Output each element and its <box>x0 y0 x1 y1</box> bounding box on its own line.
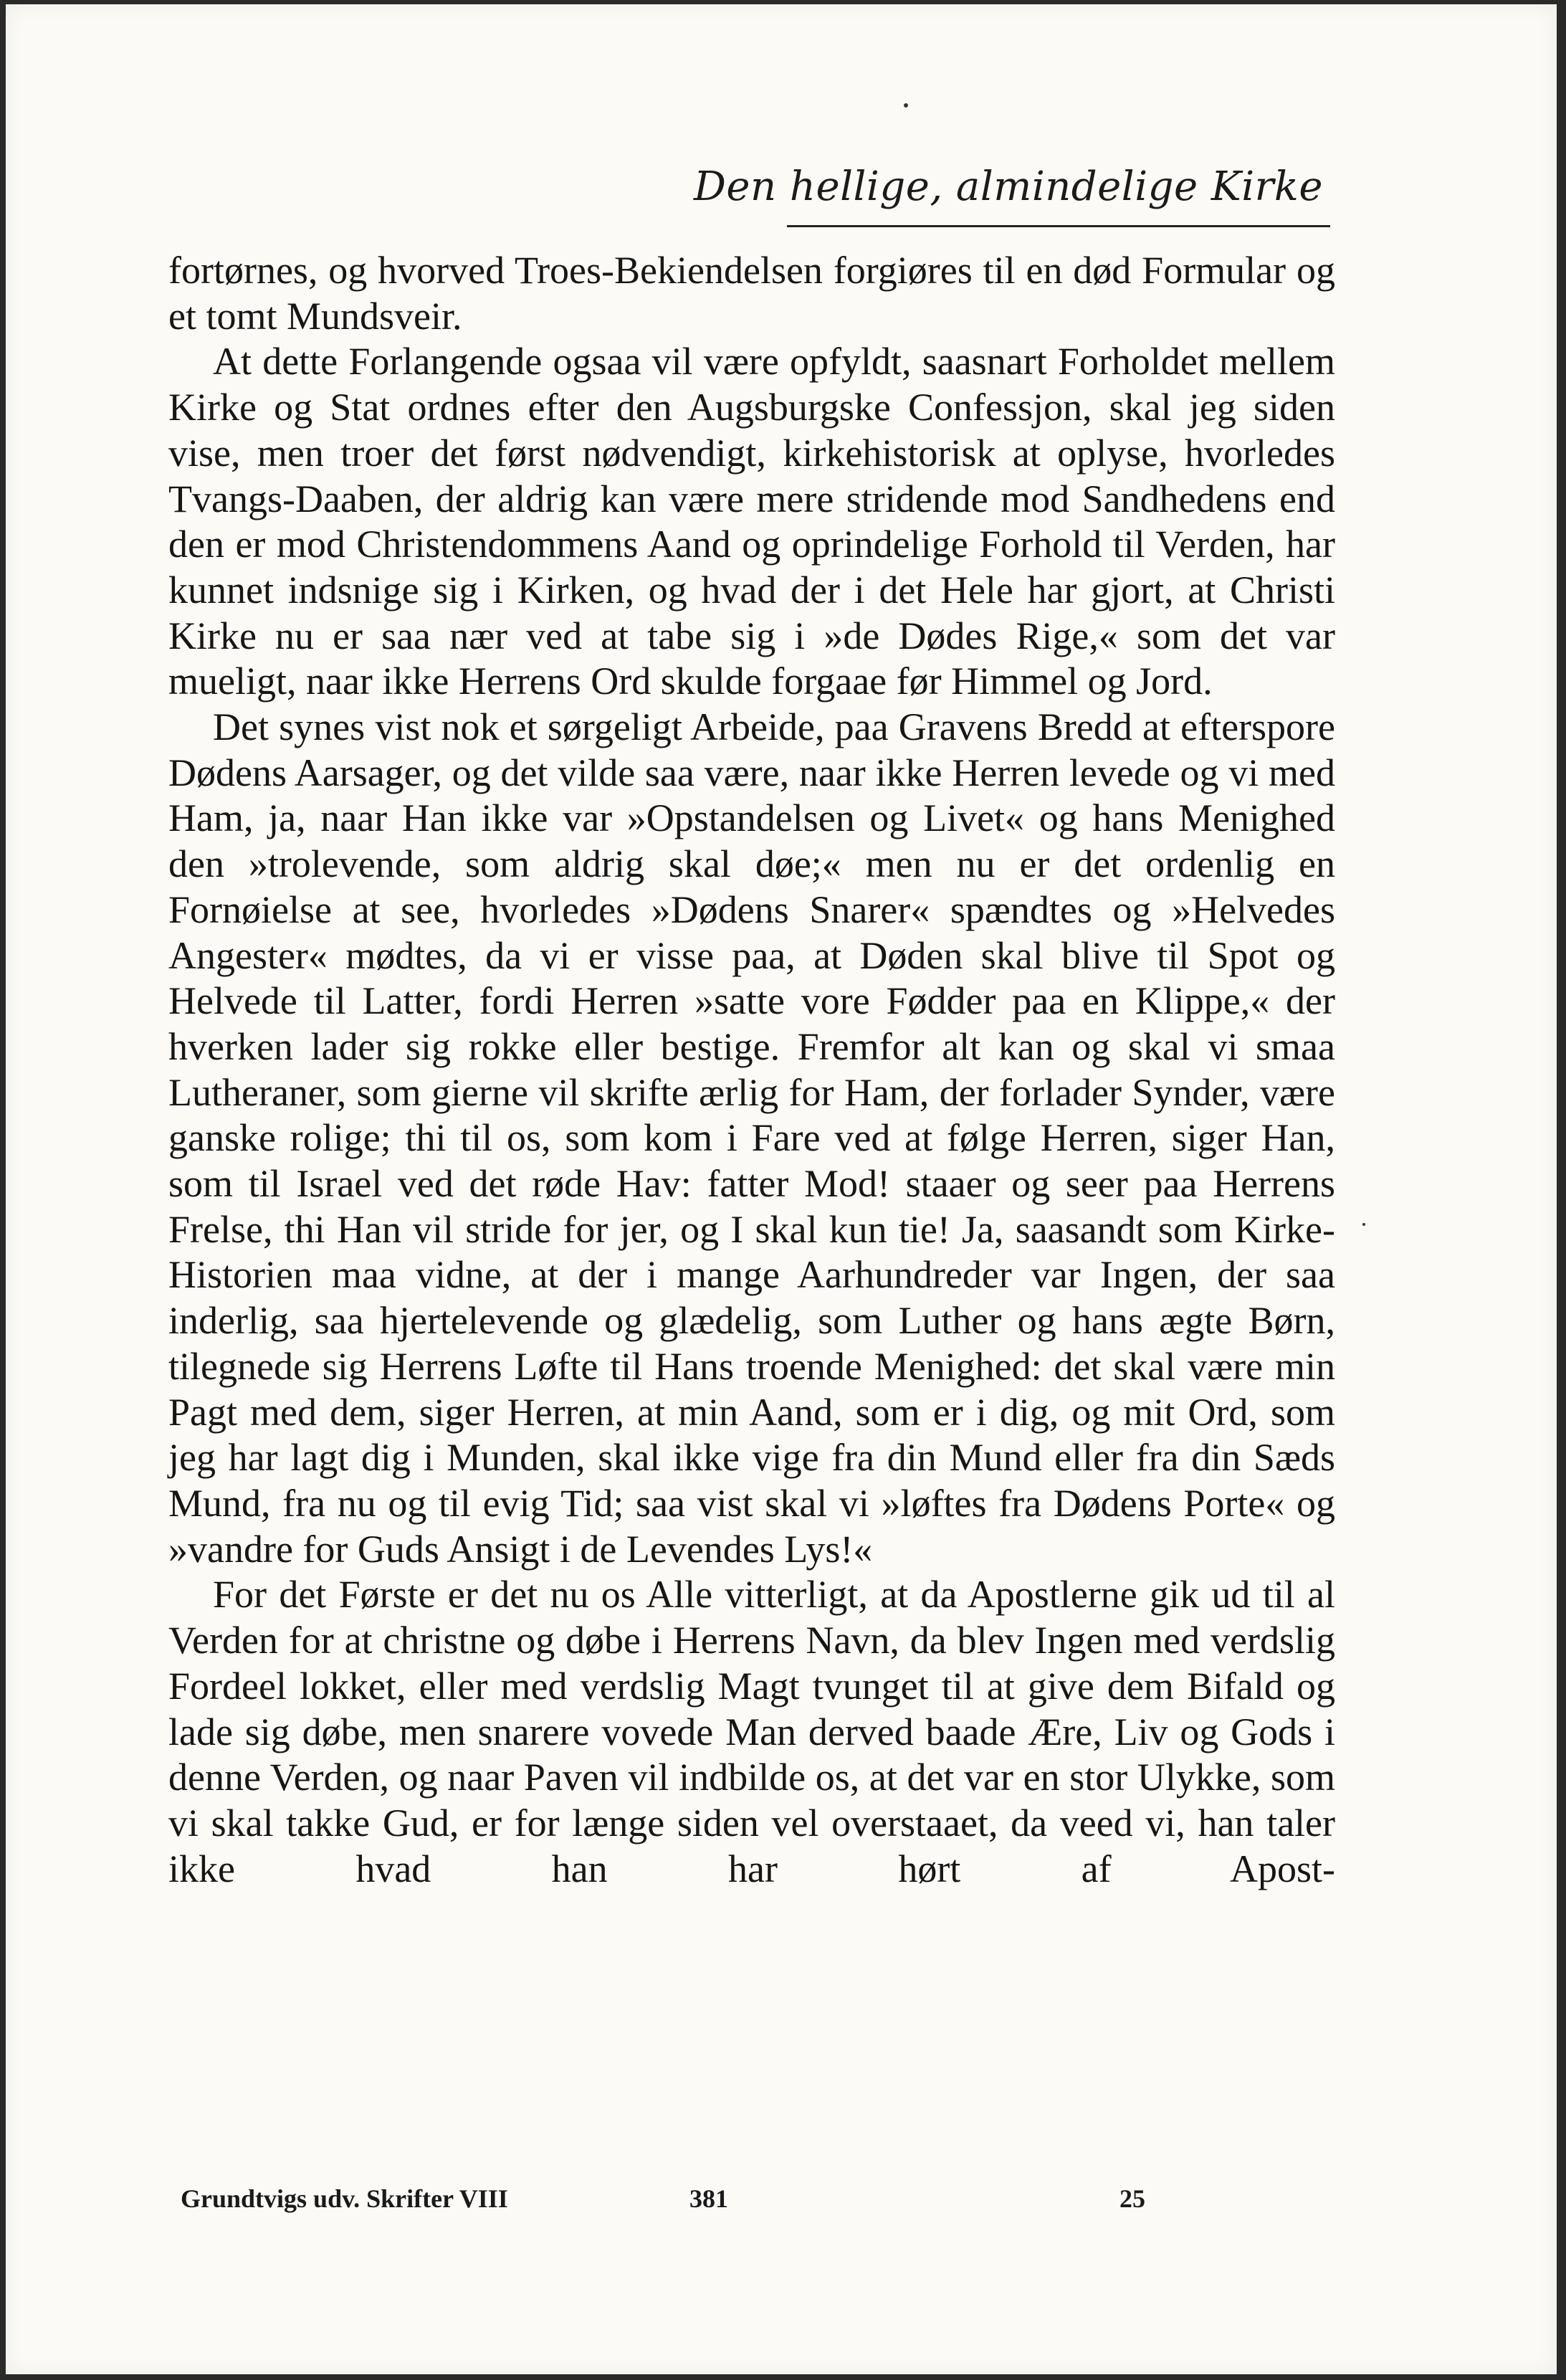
paragraph-4: For det Første er det nu os Alle vitterligt, at da Apostlerne gik ud til al Verden for at christne og døbe i Herrens Navn, da blev Ingen med verdslig Fordeel lokket, eller med verdslig Magt tvunget til at give dem Bifald og lade sig døbe, men snarere vovede Man derved baade Ære, Liv og Gods i denne Verden, og naar Paven vil indbilde os, at det var en stor Ulykke, som vi skal takke Gud, er for længe siden vel overstaaet, da veed vi, han taler ikke hvad han har hørt af Apost- <box>168 1573 1335 1890</box>
ink-speck <box>1362 1223 1365 1226</box>
ink-speck <box>904 103 908 108</box>
footer-book-title: Grundtvigs udv. Skrifter VIII <box>181 2184 508 2213</box>
paragraph-1: fortørnes, og hvorved Troes-Bekiendelsen forgiøres til en død Formular og et tomt Mundsveir. <box>168 249 1335 338</box>
paragraph-3: Det synes vist nok et sørgeligt Arbeide, paa Gravens Bredd at efterspore Dødens Aarsager, og det vilde saa være, naar ikke Herren levede og vi med Ham, ja, naar Han ikke var »Opstandelsen og Livet« og hans Menighed den »trolevende, som aldrig skal døe;« men nu er det ordenlig en Fornøielse at see, hvorledes »Dødens Snarer« spændtes og »Helvedes Angester« mødtes, da vi er visse paa, at Døden skal blive til Spot og Helvede til Latter, fordi Herren »satte vore Fødder paa en Klippe,« der hverken lader sig rokke eller bestige. Fremfor alt kan og skal vi smaa Lutheraner, som gierne vil skrifte ærlig for Ham, der forlader Synder, være ganske rolige; thi til os, som kom i Fare ved at følge Herren, siger Han, som til Israel ved det røde Hav: fatter Mod! staaer og seer paa Herrens Frelse, thi Han vil stride for jer, og I skal kun tie! Ja, saasandt som Kirke-Historien maa vidne, at der i mange Aarhundreder var Ingen, der saa inderlig, saa hjertelevende og glædelig, som Luther og hans ægte Børn, tilegnede sig Herrens Løfte til Hans troende Menighed: det skal være min Pagt med dem, siger Herren, at min Aand, som er i dig, og mit Ord, som jeg har lagt dig i Munden, skal ikke vige fra din Mund eller fra din Sæds Mund, fra nu og til evig Tid; saa vist skal vi »løftes fra Dødens Porte« og »vandre for Guds Ansigt i de Levendes Lys!« <box>168 705 1335 1571</box>
book-page <box>6 4 1557 2374</box>
running-header: Den hellige, almindelige Kirke <box>694 163 1323 210</box>
paragraph-2: At dette Forlangende ogsaa vil være opfyldt, saasnart Forholdet mellem Kirke og Stat ordnes efter den Augsburgske Confessjon, skal jeg siden vise, men troer det først nødvendigt, kirkehistorisk at oplyse, hvorledes Tvangs-Daaben, der aldrig kan være mere stridende mod Sandhedens end den er mod Christendommens Aand og oprindelige Forhold til Verden, har kunnet indsnige sig i Kirken, og hvad der i det Hele har gjort, at Christi Kirke nu er saa nær ved at tabe sig i »de Dødes Rige,« som det var mueligt, naar ikke Herrens Ord skulde forgaae før Himmel og Jord. <box>168 340 1335 703</box>
footer-signature-mark: 25 <box>1119 2184 1145 2213</box>
body-text <box>168 248 1335 1892</box>
footer-page-number: 381 <box>689 2184 728 2213</box>
header-rule <box>787 225 1330 227</box>
